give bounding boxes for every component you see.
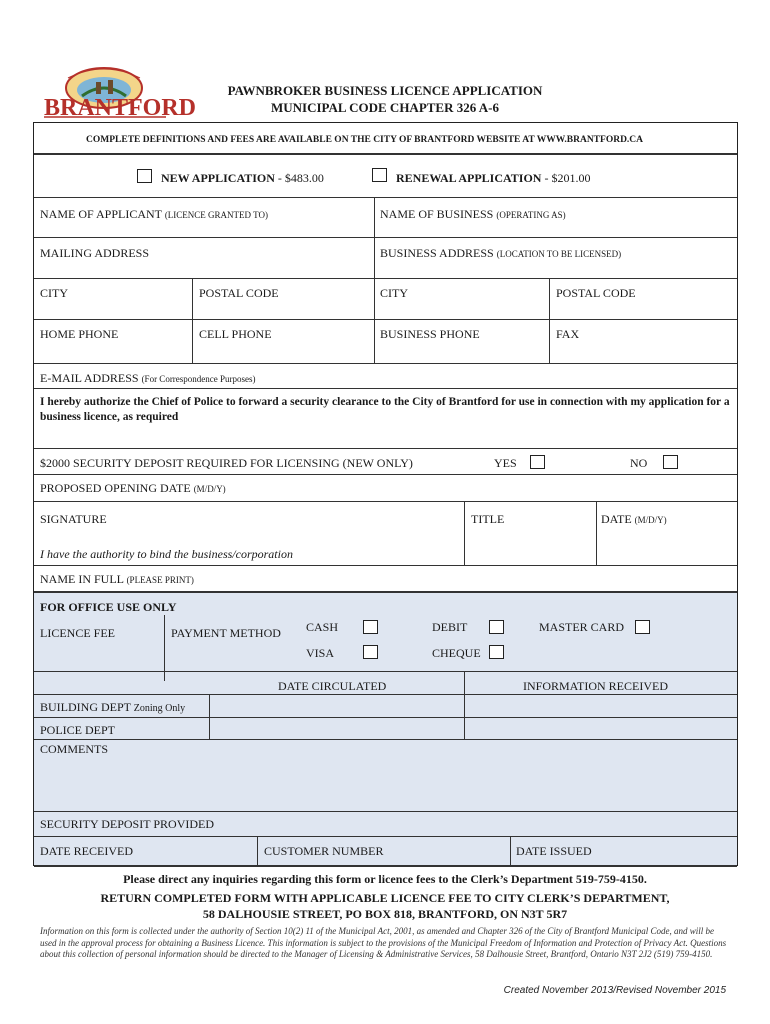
cell-phone-label: CELL PHONE bbox=[199, 327, 272, 341]
visa-label: VISA bbox=[306, 646, 335, 660]
privacy-notice: Information on this form is collected under the authority of Section 10(2) 11 of the Municipal Act, 2001, as amended and Chapter 326 of the City of Brantford Municipal Code, and will be used in the approval process for obtaining a Business Licence. This information is subject to the provisions of the Municipal Freedom of Information and Protection of Privacy Act. Questions about this collection of personal information should be directed to the Manager of Licensing & Administrative Services, 58 Dalhousie Street, Brantford, Ontario N3T 2J2 (519) 759-4150. bbox=[40, 926, 727, 959]
cash-label: CASH bbox=[306, 620, 339, 634]
payment-method-label: PAYMENT METHOD bbox=[171, 626, 281, 640]
logo-text: BRANTFORD bbox=[44, 95, 197, 121]
deposit-no-checkbox[interactable] bbox=[663, 455, 678, 469]
date-circulated-label: DATE CIRCULATED bbox=[278, 679, 387, 693]
office-use-heading: FOR OFFICE USE ONLY bbox=[40, 600, 177, 614]
brantford-logo bbox=[38, 66, 197, 121]
date-label: DATE (M/D/Y) bbox=[601, 512, 667, 526]
new-application-checkbox[interactable] bbox=[137, 169, 152, 183]
home-phone-label: HOME PHONE bbox=[40, 327, 119, 341]
deposit-no-label: NO bbox=[630, 456, 648, 470]
name-in-full-label: NAME IN FULL (PLEASE PRINT) bbox=[40, 572, 194, 586]
master-card-checkbox[interactable] bbox=[635, 620, 650, 634]
deposit-label: $2000 SECURITY DEPOSIT REQUIRED FOR LICENSING (NEW ONLY) bbox=[40, 456, 413, 470]
renewal-application-checkbox[interactable] bbox=[372, 168, 387, 182]
information-received-label: INFORMATION RECEIVED bbox=[523, 679, 668, 693]
title-line-2: MUNICIPAL CODE CHAPTER 326 A-6 bbox=[271, 100, 499, 115]
cash-checkbox[interactable] bbox=[363, 620, 378, 634]
email-label: E-MAIL ADDRESS (For Correspondence Purposes) bbox=[40, 371, 256, 385]
master-card-label: MASTER CARD bbox=[539, 620, 625, 634]
deposit-yes-label: YES bbox=[494, 456, 517, 470]
opening-date-label: PROPOSED OPENING DATE (M/D/Y) bbox=[40, 481, 226, 495]
date-received-label: DATE RECEIVED bbox=[40, 844, 133, 858]
date-issued-label: DATE ISSUED bbox=[516, 844, 592, 858]
city-label: CITY bbox=[40, 286, 68, 300]
title-label: TITLE bbox=[471, 512, 505, 526]
visa-checkbox[interactable] bbox=[363, 645, 378, 659]
police-dept-label: POLICE DEPT bbox=[40, 723, 115, 737]
business-city-label: CITY bbox=[380, 286, 408, 300]
signature-label: SIGNATURE bbox=[40, 512, 107, 526]
deposit-yes-checkbox[interactable] bbox=[530, 455, 545, 469]
revision-date: Created November 2013/Revised November 2015 bbox=[503, 985, 726, 996]
return-address-line-1: RETURN COMPLETED FORM WITH APPLICABLE LICENCE FEE TO CITY CLERK’S DEPARTMENT, bbox=[100, 891, 670, 905]
renewal-application-label: RENEWAL APPLICATION - $201.00 bbox=[396, 171, 591, 185]
debit-checkbox[interactable] bbox=[489, 620, 504, 634]
comments-label: COMMENTS bbox=[40, 742, 109, 756]
cheque-checkbox[interactable] bbox=[489, 645, 504, 659]
fax-label: FAX bbox=[556, 327, 580, 341]
cheque-label: CHEQUE bbox=[432, 646, 481, 660]
customer-number-label: CUSTOMER NUMBER bbox=[264, 844, 384, 858]
definitions-banner: COMPLETE DEFINITIONS AND FEES ARE AVAILABLE ON THE CITY OF BRANTFORD WEBSITE AT WWW.BRANTFORD.CA bbox=[86, 135, 644, 145]
authorization-statement: I hereby authorize the Chief of Police to forward a security clearance to the City of Brantford for use in connection with my application for a business licence, as required bbox=[40, 396, 730, 423]
logo-graphic bbox=[38, 66, 197, 121]
inquiries-note: Please direct any inquiries regarding this form or licence fees to the Clerk’s Department 519-759-4150. bbox=[123, 872, 647, 886]
business-postal-code-label: POSTAL CODE bbox=[556, 286, 636, 300]
debit-label: DEBIT bbox=[432, 620, 468, 634]
business-phone-label: BUSINESS PHONE bbox=[380, 327, 480, 341]
title-line-1: PAWNBROKER BUSINESS LICENCE APPLICATION bbox=[227, 83, 543, 98]
mailing-address-label: MAILING ADDRESS bbox=[40, 246, 150, 260]
postal-code-label: POSTAL CODE bbox=[199, 286, 279, 300]
application-form bbox=[33, 122, 738, 866]
applicant-name-label: NAME OF APPLICANT (LICENCE GRANTED TO) bbox=[40, 207, 268, 221]
form-title bbox=[170, 82, 600, 116]
authority-statement: I have the authority to bind the business/corporation bbox=[40, 547, 293, 561]
business-address-label: BUSINESS ADDRESS (LOCATION TO BE LICENSED) bbox=[380, 246, 622, 260]
return-address-line-2: 58 DALHOUSIE STREET, PO BOX 818, BRANTFORD, ON N3T 5R7 bbox=[202, 907, 568, 921]
security-deposit-label: SECURITY DEPOSIT PROVIDED bbox=[40, 817, 215, 831]
new-application-label: NEW APPLICATION - $483.00 bbox=[161, 171, 324, 185]
licence-fee-label: LICENCE FEE bbox=[40, 626, 115, 640]
building-dept-label: BUILDING DEPT Zoning Only bbox=[40, 700, 186, 714]
business-name-label: NAME OF BUSINESS (OPERATING AS) bbox=[380, 207, 566, 221]
